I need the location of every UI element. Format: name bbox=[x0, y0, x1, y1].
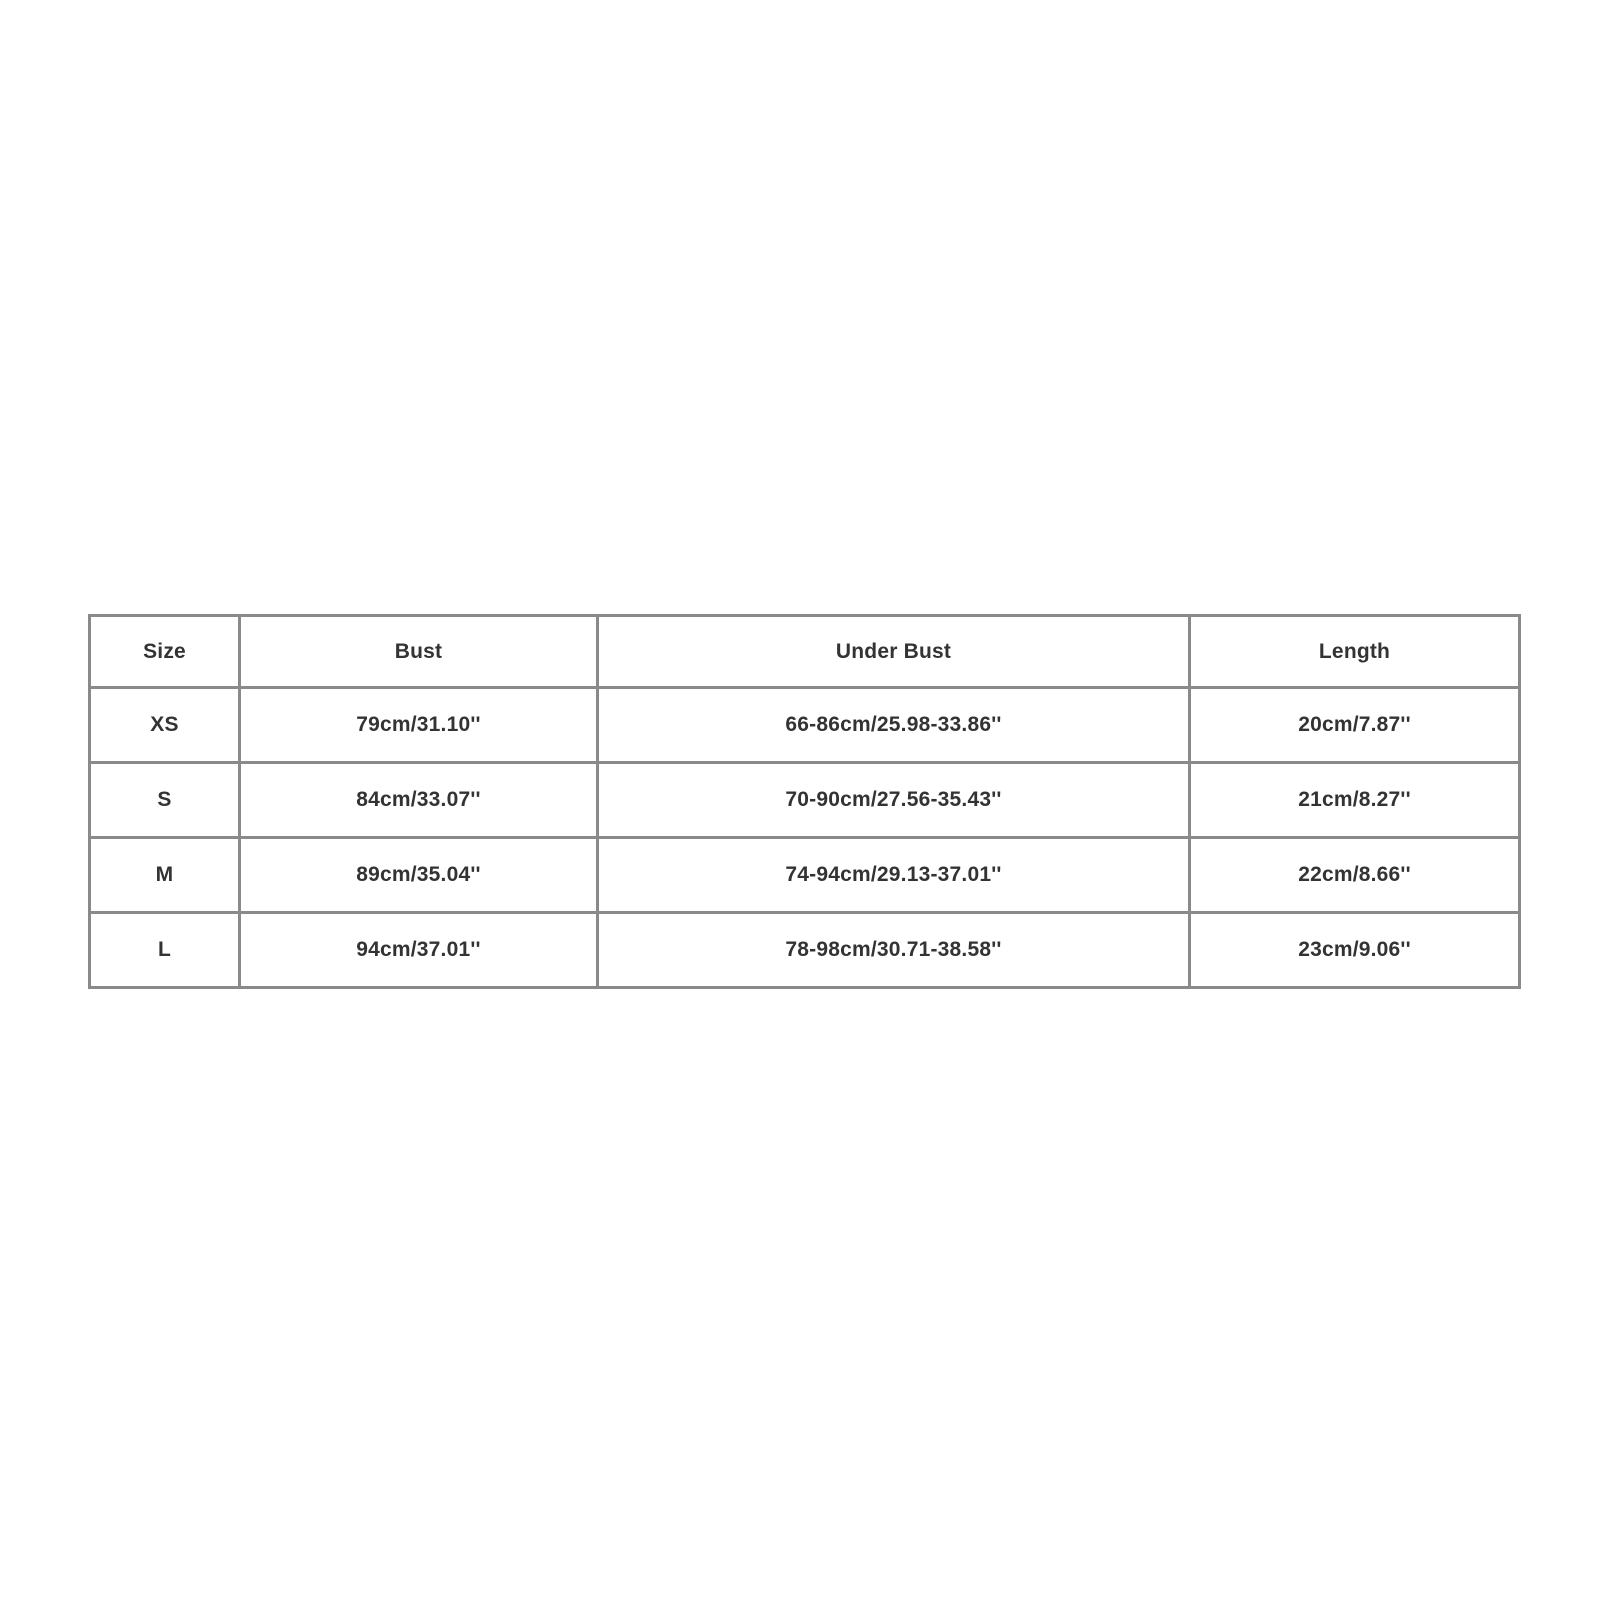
cell-bust: 84cm/33.07'' bbox=[240, 763, 598, 838]
cell-under-bust: 66-86cm/25.98-33.86'' bbox=[598, 688, 1190, 763]
cell-under-bust: 70-90cm/27.56-35.43'' bbox=[598, 763, 1190, 838]
cell-size: S bbox=[90, 763, 240, 838]
table-row bbox=[90, 763, 1520, 838]
cell-length: 23cm/9.06'' bbox=[1190, 913, 1520, 988]
table-row bbox=[90, 913, 1520, 988]
cell-bust: 79cm/31.10'' bbox=[240, 688, 598, 763]
cell-length: 20cm/7.87'' bbox=[1190, 688, 1520, 763]
cell-under-bust: 74-94cm/29.13-37.01'' bbox=[598, 838, 1190, 913]
header-length: Length bbox=[1190, 616, 1520, 688]
cell-length: 21cm/8.27'' bbox=[1190, 763, 1520, 838]
table-header-row bbox=[90, 616, 1520, 688]
header-under-bust: Under Bust bbox=[598, 616, 1190, 688]
table-row bbox=[90, 688, 1520, 763]
size-chart-table bbox=[88, 614, 1521, 989]
cell-bust: 89cm/35.04'' bbox=[240, 838, 598, 913]
cell-size: M bbox=[90, 838, 240, 913]
cell-bust: 94cm/37.01'' bbox=[240, 913, 598, 988]
cell-size: XS bbox=[90, 688, 240, 763]
header-bust: Bust bbox=[240, 616, 598, 688]
cell-length: 22cm/8.66'' bbox=[1190, 838, 1520, 913]
cell-under-bust: 78-98cm/30.71-38.58'' bbox=[598, 913, 1190, 988]
header-size: Size bbox=[90, 616, 240, 688]
table-row bbox=[90, 838, 1520, 913]
cell-size: L bbox=[90, 913, 240, 988]
